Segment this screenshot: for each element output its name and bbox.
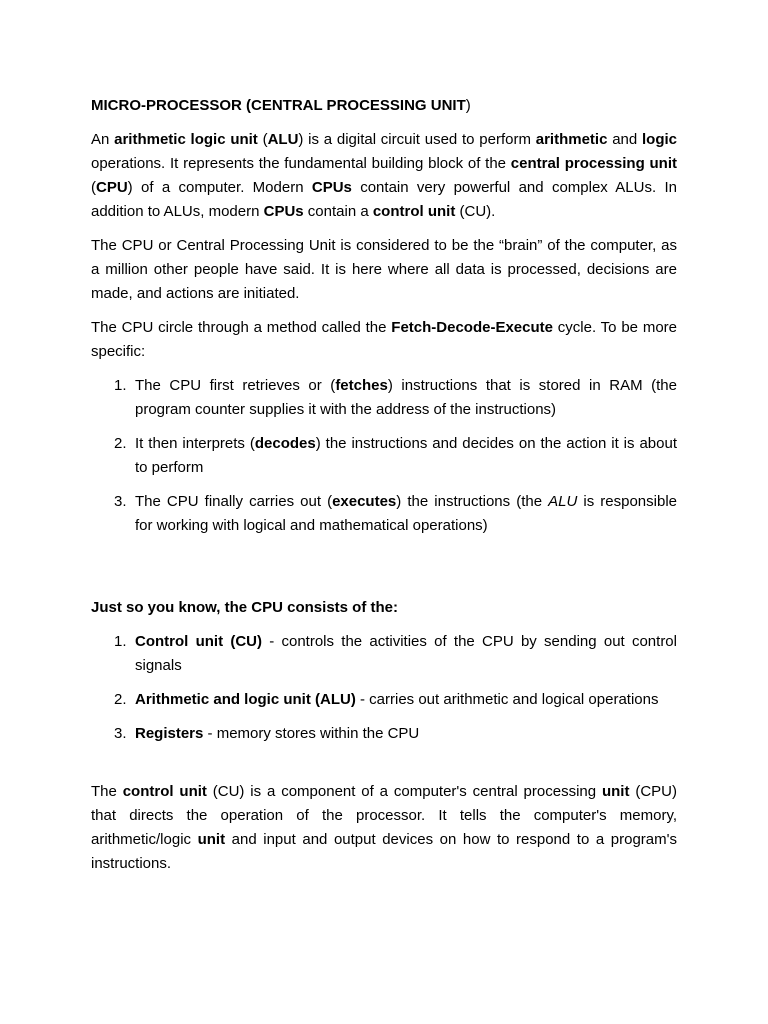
control-unit-paragraph: The control unit (CU) is a component of a computer's central processing unit (CPU) that directs the operation of the processor. It tells the computer's memory, arithmetic/logic unit and input and output devices on how to respond to a program's instructions. [91,783,677,872]
list-item: 3. Registers - memory stores within the CPU [114,725,420,742]
cpu-parts-list [91,630,677,746]
list-item: 1. The CPU first retrieves or (fetches) instructions that is stored in RAM (the program counter supplies it with the address of the instructions) [114,377,677,418]
list-item: 2. It then interprets (decodes) the instructions and decides on the action it is about to perform [114,435,677,476]
spacer [91,756,677,780]
cpu-brain-paragraph: The CPU or Central Processing Unit is considered to be the “brain” of the computer, as a million other people have said. It is here where all data is processed, decisions are made, and actions are initiated. [91,237,677,302]
list-item: 1. Control unit (CU) - controls the activities of the CPU by sending out control signals [114,633,677,674]
document-page [91,94,677,876]
fetch-decode-execute-paragraph: The CPU circle through a method called the Fetch-Decode-Execute cycle. To be more specific: [91,319,678,360]
alu-intro-paragraph: An arithmetic logic unit (ALU) is a digital circuit used to perform arithmetic and logic operations. It represents the fundamental building block of the central processing unit (CPU) of a computer. Modern CPUs contain very powerful and complex ALUs. In addition to ALUs, modern CPUs contain a control unit (CU). [91,131,677,220]
cycle-steps-list [91,374,677,538]
list-item: 2. Arithmetic and logic unit (ALU) - carries out arithmetic and logical operations [114,691,659,708]
document-title: MICRO-PROCESSOR (CENTRAL PROCESSING UNIT) [91,97,471,114]
spacer [91,548,677,596]
cpu-parts-heading: Just so you know, the CPU consists of the: [91,599,398,616]
list-item: 3. The CPU finally carries out (executes) the instructions (the ALU is responsible for working with logical and mathematical operations) [114,493,677,534]
